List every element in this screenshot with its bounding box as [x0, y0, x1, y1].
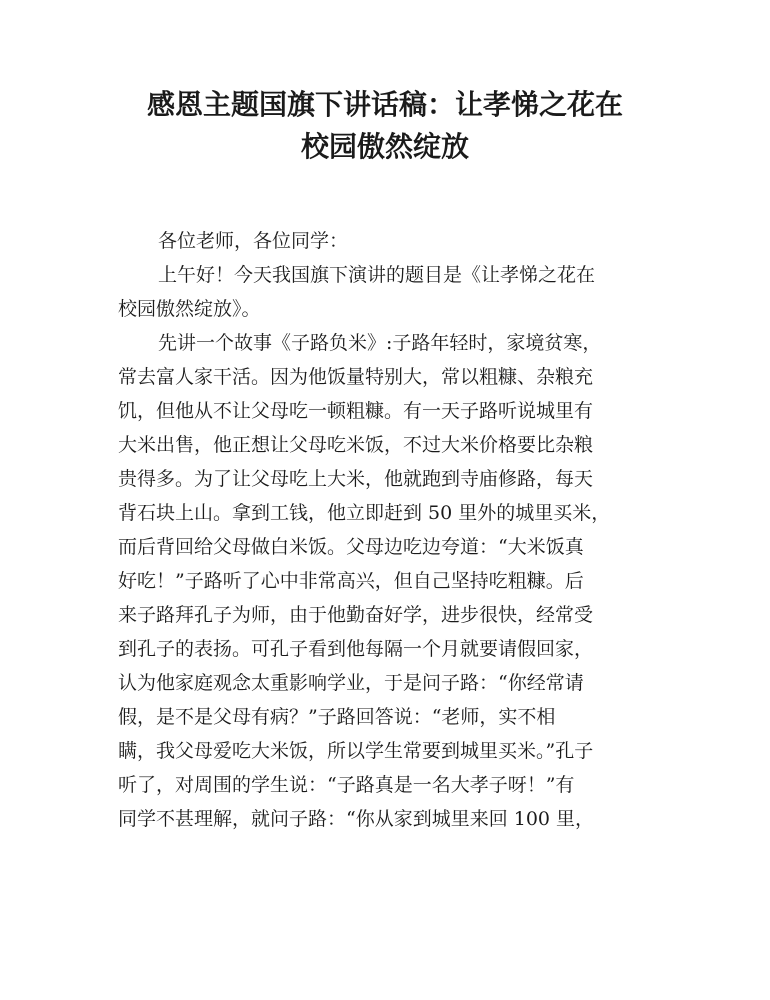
text-line: 同学不甚理解，就问子路：“你从家到城里来回 100 里， — [118, 808, 595, 830]
text-line: 认为他家庭观念太重影响学业，于是问子路：“你经常请 — [118, 672, 584, 694]
speech-body — [118, 224, 648, 836]
text-line: 假，是不是父母有病？”子路回答说：“老师，实不相 — [118, 706, 556, 728]
text-line: 背石块上山。拿到工钱，他立即赶到 50 里外的城里买米， — [118, 502, 611, 524]
story-paragraph — [118, 326, 648, 836]
text-line: 各位老师，各位同学： — [158, 230, 349, 252]
text-line: 校园傲然绽放》。 — [118, 298, 261, 320]
title-line: 感恩主题国旗下讲话稿：让孝悌之花在 — [146, 88, 623, 121]
text-line: 而后背回给父母做白米饭。父母边吃边夸道：“大米饭真 — [118, 536, 584, 558]
text-line: 饥，但他从不让父母吃一顿粗糠。有一天子路听说城里有 — [118, 400, 594, 422]
text-line: 听了，对周围的学生说：“子路真是一名大孝子呀！”有 — [118, 774, 575, 796]
title-line: 校园傲然绽放 — [300, 130, 469, 163]
text-line: 常去富人家干活。因为他饭量特别大，常以粗糠、杂粮充 — [118, 366, 594, 388]
text-line: 贵得多。为了让父母吃上大米，他就跑到寺庙修路，每天 — [118, 468, 594, 490]
greeting-paragraph — [118, 224, 648, 258]
intro-paragraph — [118, 258, 648, 326]
text-line: 先讲一个故事《子路负米》:子路年轻时，家境贫寒， — [158, 332, 602, 354]
text-line: 瞒，我父母爱吃大米饭，所以学生常要到城里买米。”孔子 — [118, 740, 594, 762]
text-line: 好吃！”子路听了心中非常高兴，但自己坚持吃粗糠。后 — [118, 570, 584, 592]
text-line: 到孔子的表扬。可孔子看到他每隔一个月就要请假回家， — [118, 638, 594, 660]
text-line: 大米出售，他正想让父母吃米饭，不过大米价格要比杂粮 — [118, 434, 594, 456]
text-line: 来子路拜孔子为师，由于他勤奋好学，进步很快，经常受 — [118, 604, 594, 626]
text-line: 上午好！今天我国旗下演讲的题目是《让孝悌之花在 — [158, 264, 596, 286]
page-title — [100, 84, 670, 168]
